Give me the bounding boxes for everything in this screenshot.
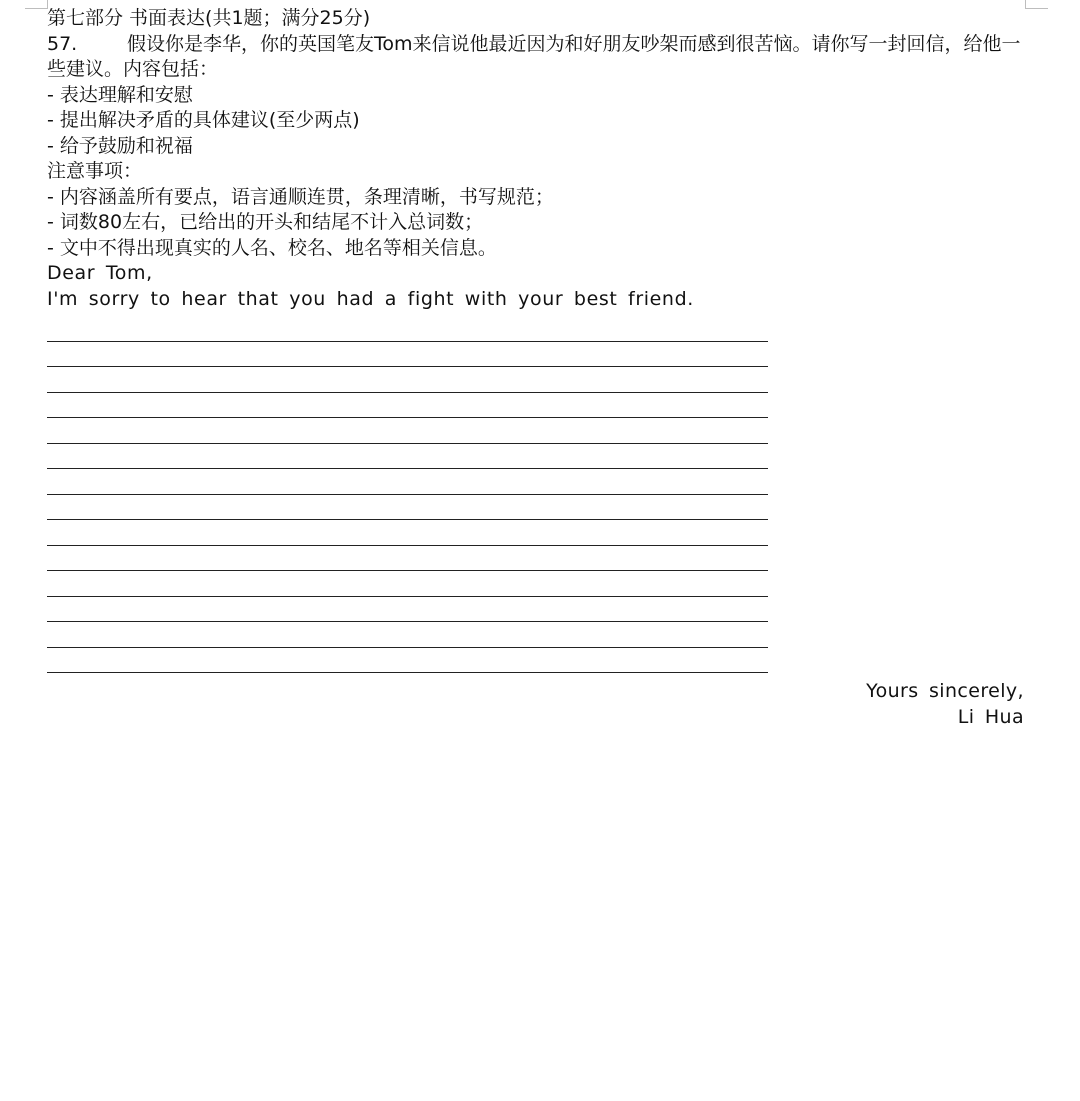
content-points-list	[47, 83, 1027, 160]
writing-line[interactable]	[47, 648, 768, 674]
page-corner-mark-left	[25, 0, 48, 9]
writing-line[interactable]	[47, 520, 768, 546]
section-title: 第七部分 书面表达(共1题；满分25分)	[47, 7, 371, 29]
writing-area[interactable]	[47, 316, 768, 673]
writing-line[interactable]	[47, 571, 768, 597]
writing-line[interactable]	[47, 393, 768, 419]
writing-line[interactable]	[47, 546, 768, 572]
letter-opening: I'm sorry to hear that you had a fight with your best friend.	[47, 287, 694, 310]
writing-line[interactable]	[47, 316, 768, 342]
content-point: - 给予鼓励和祝福	[47, 134, 193, 157]
question-text: 假设你是李华，你的英国笔友Tom来信说他最近因为和好朋友吵架而感到很苦恼。请你写一封回信，给他一些建议。内容包括：	[47, 32, 1021, 80]
content-point: - 表达理解和安慰	[47, 83, 193, 106]
letter-closing: Yours sincerely,	[866, 680, 1024, 702]
writing-line[interactable]	[47, 469, 768, 495]
question-number: 57.	[47, 32, 78, 55]
writing-line[interactable]	[47, 444, 768, 470]
letter-signature: Li Hua	[957, 706, 1024, 728]
writing-line[interactable]	[47, 622, 768, 648]
page-corner-mark-right	[1025, 0, 1048, 9]
writing-line[interactable]	[47, 342, 768, 368]
writing-line[interactable]	[47, 367, 768, 393]
note-item: - 内容涵盖所有要点，语言通顺连贯，条理清晰，书写规范；	[47, 185, 554, 208]
letter-greeting: Dear Tom,	[47, 262, 153, 284]
writing-line[interactable]	[47, 418, 768, 444]
document-page	[47, 6, 1027, 730]
note-item: - 文中不得出现真实的人名、校名、地名等相关信息。	[47, 236, 497, 259]
notes-list	[47, 185, 1027, 262]
writing-line[interactable]	[47, 495, 768, 521]
writing-line[interactable]	[47, 597, 768, 623]
note-item: - 词数80左右，已给出的开头和结尾不计入总词数；	[47, 211, 484, 233]
question-prompt	[47, 32, 1027, 83]
content-point: - 提出解决矛盾的具体建议(至少两点)	[47, 109, 360, 131]
notes-heading: 注意事项：	[47, 160, 143, 182]
